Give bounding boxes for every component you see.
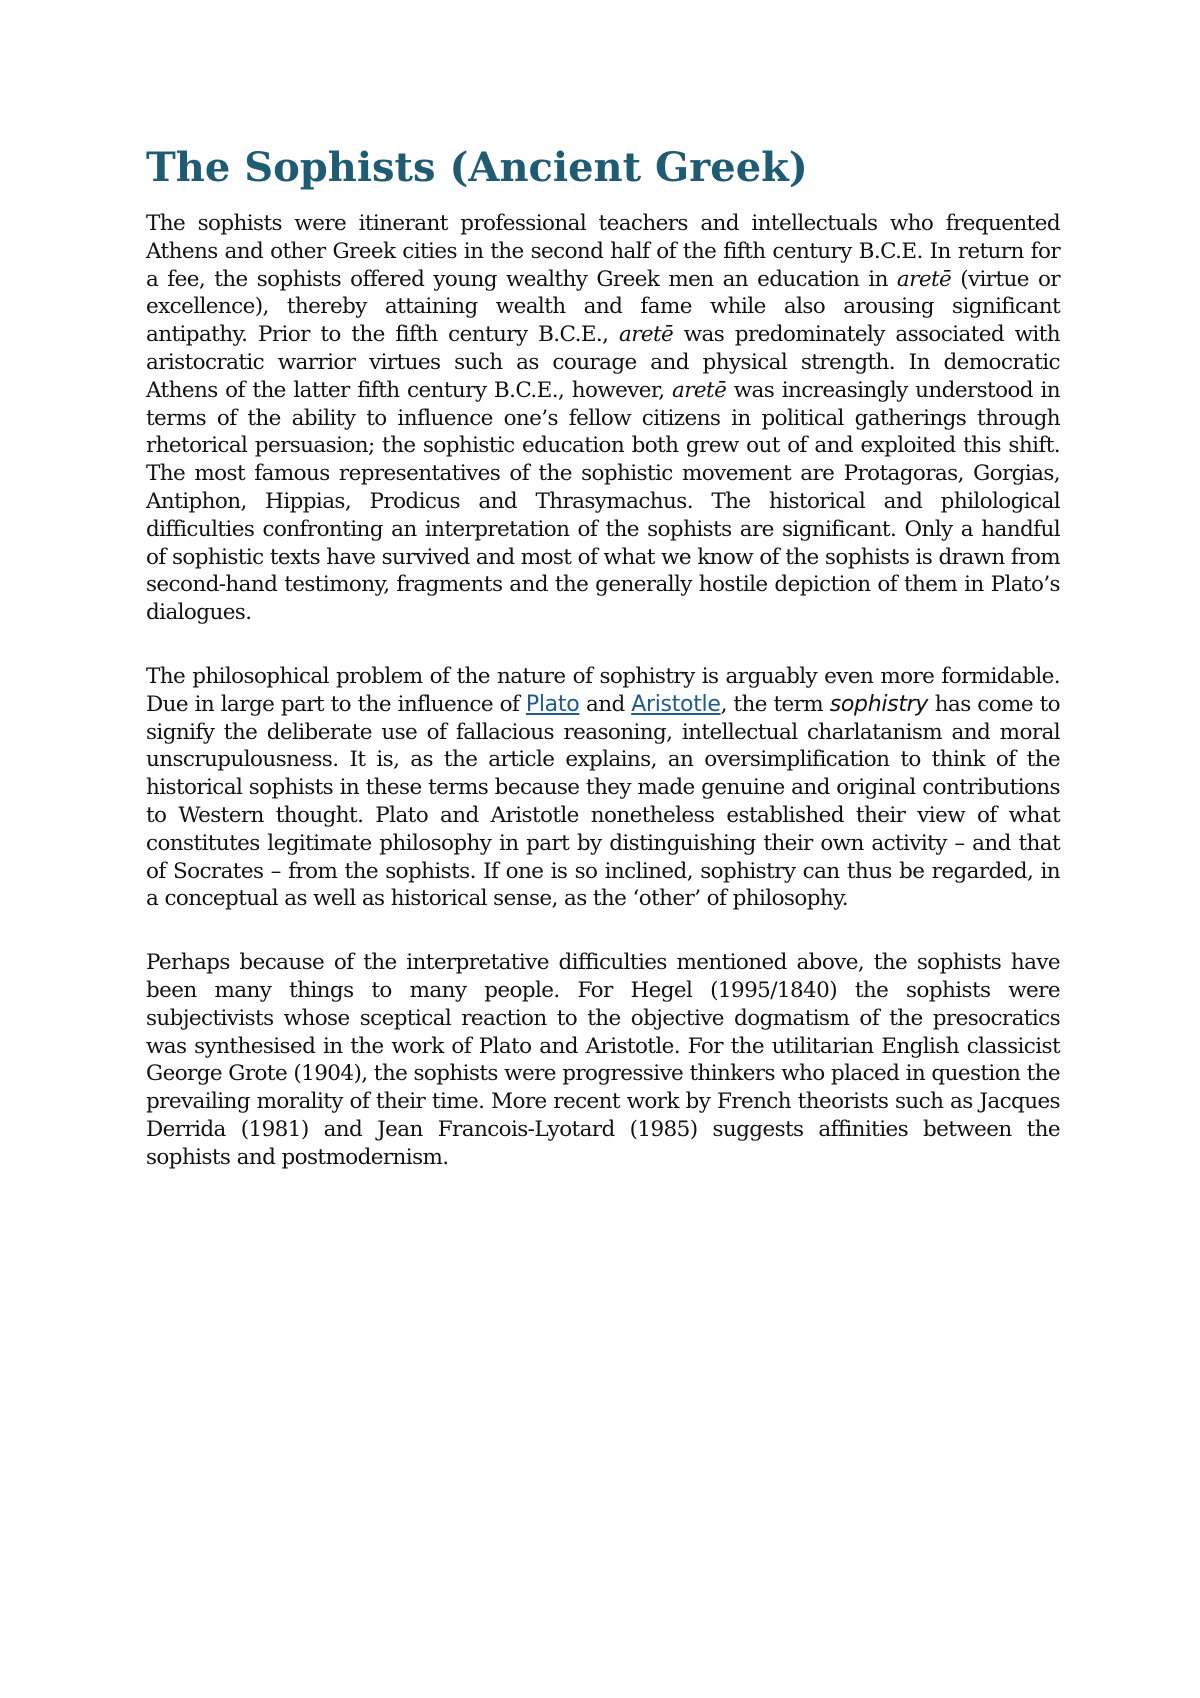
arete-term: aretē [618, 322, 674, 348]
aristotle-link[interactable]: Aristotle [631, 691, 721, 717]
sophistry-term: sophistry [829, 691, 929, 717]
document-page [146, 140, 1060, 1208]
p2-text-2: and [579, 691, 632, 717]
plato-link[interactable]: Plato [525, 691, 580, 717]
paragraph-3 [146, 949, 1060, 1171]
p1-text-4: was increasingly understood in terms of the ability to influence one’s fellow citizens in political gatherings through rhetorical persuasion; the sophistic education both grew out of and exploited this shift. The most famous representatives of the sophistic movement are Protagoras, Gorgias, Antiphon, Hippias, Prodicus and Thrasymachus. The historical and philological difficulties confronting an interpretation of the sophists are significant. Only a handful of sophistic texts have survived and most of what we know of the sophists is drawn from second-hand testimony, fragments and the generally hostile depiction of them in Plato’s dialogues. [146, 377, 1061, 626]
p2-text-1: The philosophical problem of the nature of sophistry is arguably even more formidable. Due in large part to the influence of [146, 663, 1060, 717]
page-title: The Sophists (Ancient Greek) [146, 144, 808, 191]
p3-text-1: Perhaps because of the interpretative difficulties mentioned above, the sophists have been many things to many people. For Hegel (1995/1840) the sophists were subjectivists whose sceptical reaction to the objective dogmatism of the presocratics was synthesised in the work of Plato and Aristotle. For the utilitarian English classicist George Grote (1904), the sophists were progressive thinkers who placed in question the prevailing morality of their time. More recent work by French theorists such as Jacques Derrida (1981) and Jean Francois-Lyotard (1985) suggests affinities between the sophists and postmodernism. [146, 950, 1060, 1170]
arete-term: aretē [672, 377, 727, 403]
p2-text-3: , the term [720, 691, 830, 717]
p1-text-3: was predominately associated with aristocratic warrior virtues such as courage and physical strength. In democratic Athens of the latter fifth century B.C.E., however, [146, 322, 1060, 403]
paragraph-2 [146, 663, 1060, 913]
arete-term: aretē [896, 266, 952, 292]
p1-text-2: (virtue or excellence), thereby attaining wealth and fame while also arousing significant antipathy. Prior to the fifth century B.C.E., [146, 266, 1060, 348]
paragraph-1 [146, 210, 1060, 627]
p1-text-1: The sophists were itinerant professional teachers and intellectuals who frequented Athens and other Greek cities in the second half of the fifth century B.C.E. In return for a fee, the sophists offered young wealthy Greek men an education in [146, 211, 1060, 292]
p2-text-4: has come to signify the deliberate use of fallacious reasoning, intellectual charlatanism and moral unscrupulousness. It is, as the article explains, an oversimplification to think of the historical sophists in these terms because they made genuine and original contributions to Western thought. Plato and Aristotle nonetheless established their view of what constitutes legitimate philosophy in part by distinguishing their own activity – and that of Socrates – from the sophists. If one is so inclined, sophistry can thus be regarded, in a conceptual as well as historical sense, as the ‘other’ of philosophy. [146, 691, 1060, 912]
